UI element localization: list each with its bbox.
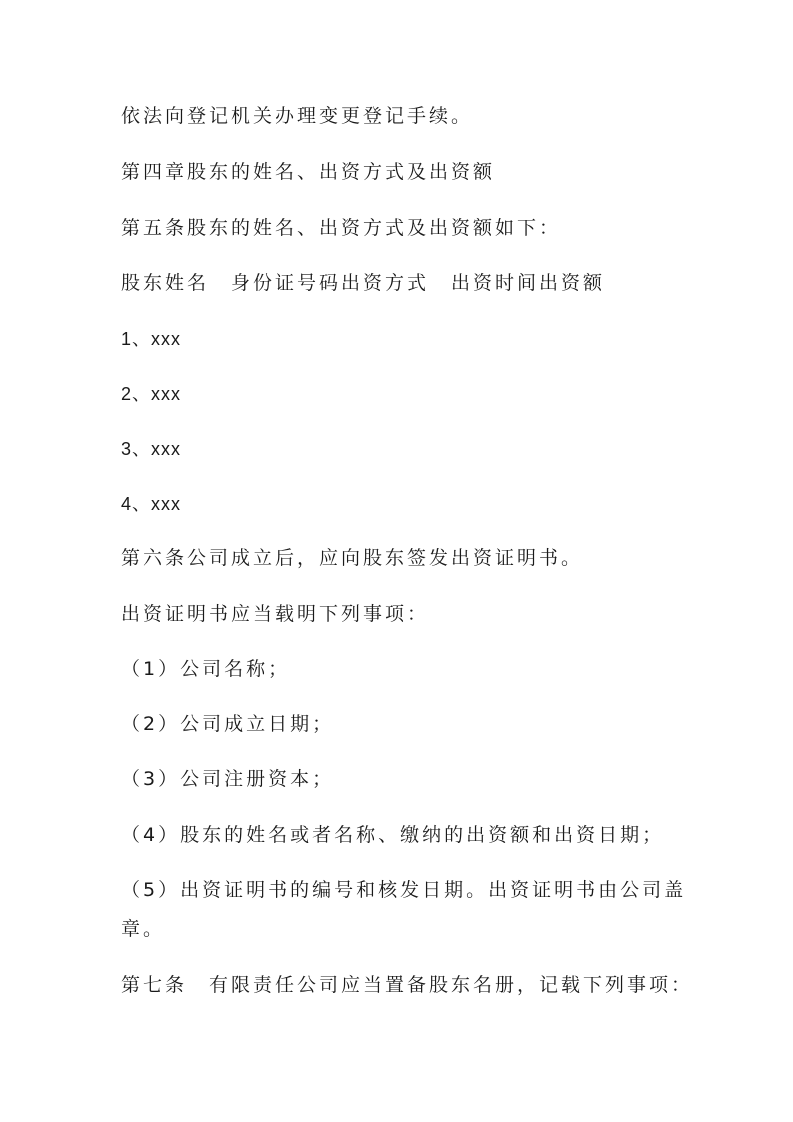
article-six: 第六条公司成立后，应向股东签发出资证明书。: [121, 547, 584, 569]
certificate-item-1: （1）公司名称；: [121, 658, 291, 680]
certificate-items-intro: 出资证明书应当载明下列事项：: [121, 603, 430, 625]
shareholder-item-1: 1、xxx: [121, 329, 182, 349]
article-five: 第五条股东的姓名、出资方式及出资额如下：: [121, 217, 562, 239]
certificate-item-4: （4）股东的姓名或者名称、缴纳的出资额和出资日期；: [121, 824, 665, 846]
shareholder-item-4: 4、xxx: [121, 494, 182, 514]
chapter-four-heading: 第四章股东的姓名、出资方式及出资额: [121, 161, 496, 183]
shareholder-table-header: 股东姓名 身份证号码出资方式 出资时间出资额: [121, 272, 606, 294]
shareholder-item-2: 2、xxx: [121, 384, 182, 404]
paragraph-change-registration: 依法向登记机关办理变更登记手续。: [121, 105, 474, 127]
certificate-item-2: （2）公司成立日期；: [121, 713, 335, 735]
shareholder-item-3: 3、xxx: [121, 439, 182, 459]
certificate-item-5-continued: 章。: [121, 918, 166, 940]
article-seven: 第七条 有限责任公司应当置备股东名册，记载下列事项：: [121, 974, 694, 996]
certificate-item-5: （5）出资证明书的编号和核发日期。出资证明书由公司盖: [121, 879, 687, 901]
certificate-item-3: （3）公司注册资本；: [121, 768, 335, 790]
